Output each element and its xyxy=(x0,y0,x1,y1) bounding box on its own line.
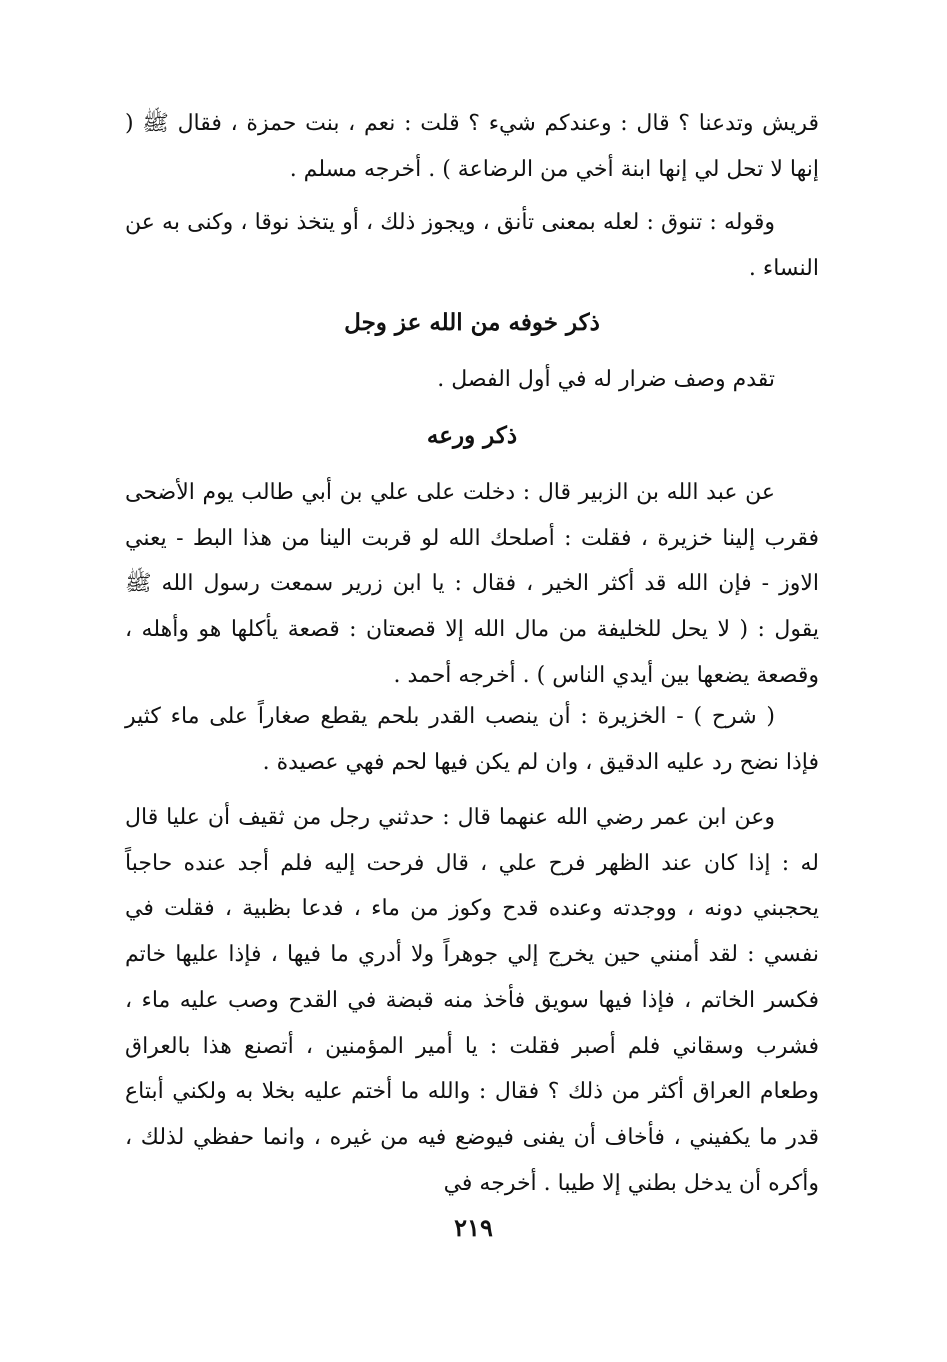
paragraph-fear-reference: تقدم وصف ضرار له في أول الفصل . xyxy=(437,367,775,392)
section-heading-fear: ذكر خوفه من الله عز وجل xyxy=(344,309,600,336)
page-number: ٢١٩ xyxy=(454,1213,493,1242)
section-heading-piety: ذكر ورعه xyxy=(426,422,518,449)
paragraph-explanation-tanawwuq: وقوله : تنوق : لعله بمعنى تأنق ، ويجوز ذلك ، أو يتخذ نوقا ، وكنى به عن النساء . xyxy=(125,210,819,281)
paragraph-continuation: قريش وتدعنا ؟ قال : وعندكم شيء ؟ قلت : نعم ، بنت حمزة ، فقال ﷺ ( إنها لا تحل لي إنها ابنة أخي من الرضاعة ) . أخرجه مسلم . xyxy=(125,111,819,182)
paragraph-hadith-ibn-umar: وعن ابن عمر رضي الله عنهما قال : حدثني رجل من ثقيف أن عليا قال له : إذا كان عند الظهر فرح علي ، قال فرحت إليه فلم أجد عنده حاجباً يحجبني دونه ، ووجدته وعنده قدح وكوز من ماء ، فدعا بظبية ، فقلت في نفسي : لقد أمنني حين يخرج إلي جوهراً ولا أدري ما فيها ، فإذا عليها خاتم فكسر الخاتم ، فإذا فيها سويق فأخذ منه قبضة في القدح وصب عليه ماء ، فشرب وسقاني فلم أصبر فقلت : يا أمير المؤمنين ، أتصنع هذا بالعراق وطعام العراق أكثر من ذلك ؟ فقال : والله ما أختم عليه بخلا به ولكني أبتاع قدر ما يكفيني ، فأخاف أن يفنى فيوضع فيه من غيره ، وانما حفظي لذلك ، وأكره أن يدخل بطني إلا طيبا . أخرجه في xyxy=(125,805,819,1196)
paragraph-hadith-zubair: عن عبد الله بن الزبير قال : دخلت على علي بن أبي طالب يوم الأضحى فقرب إلينا خزيرة ، فقلت : أصلحك الله لو قربت الينا من هذا البط - يعني الاوز - فإن الله قد أكثر الخير ، فقال : يا ابن زرير سمعت رسول الله ﷺ يقول : ( لا يحل للخليفة من مال الله إلا قصعتان : قصعة يأكلها هو وأهله ، وقصعة يضعها بين أيدي الناس ) . أخرجه أحمد . xyxy=(125,480,819,688)
paragraph-sharh-khazira: ( شرح ) - الخزيرة : أن ينصب القدر بلحم يقطع صغاراً على ماء كثير فإذا نضح رد عليه الدقيق ، وان لم يكن فيها لحم فهي عصيدة . xyxy=(125,704,819,775)
